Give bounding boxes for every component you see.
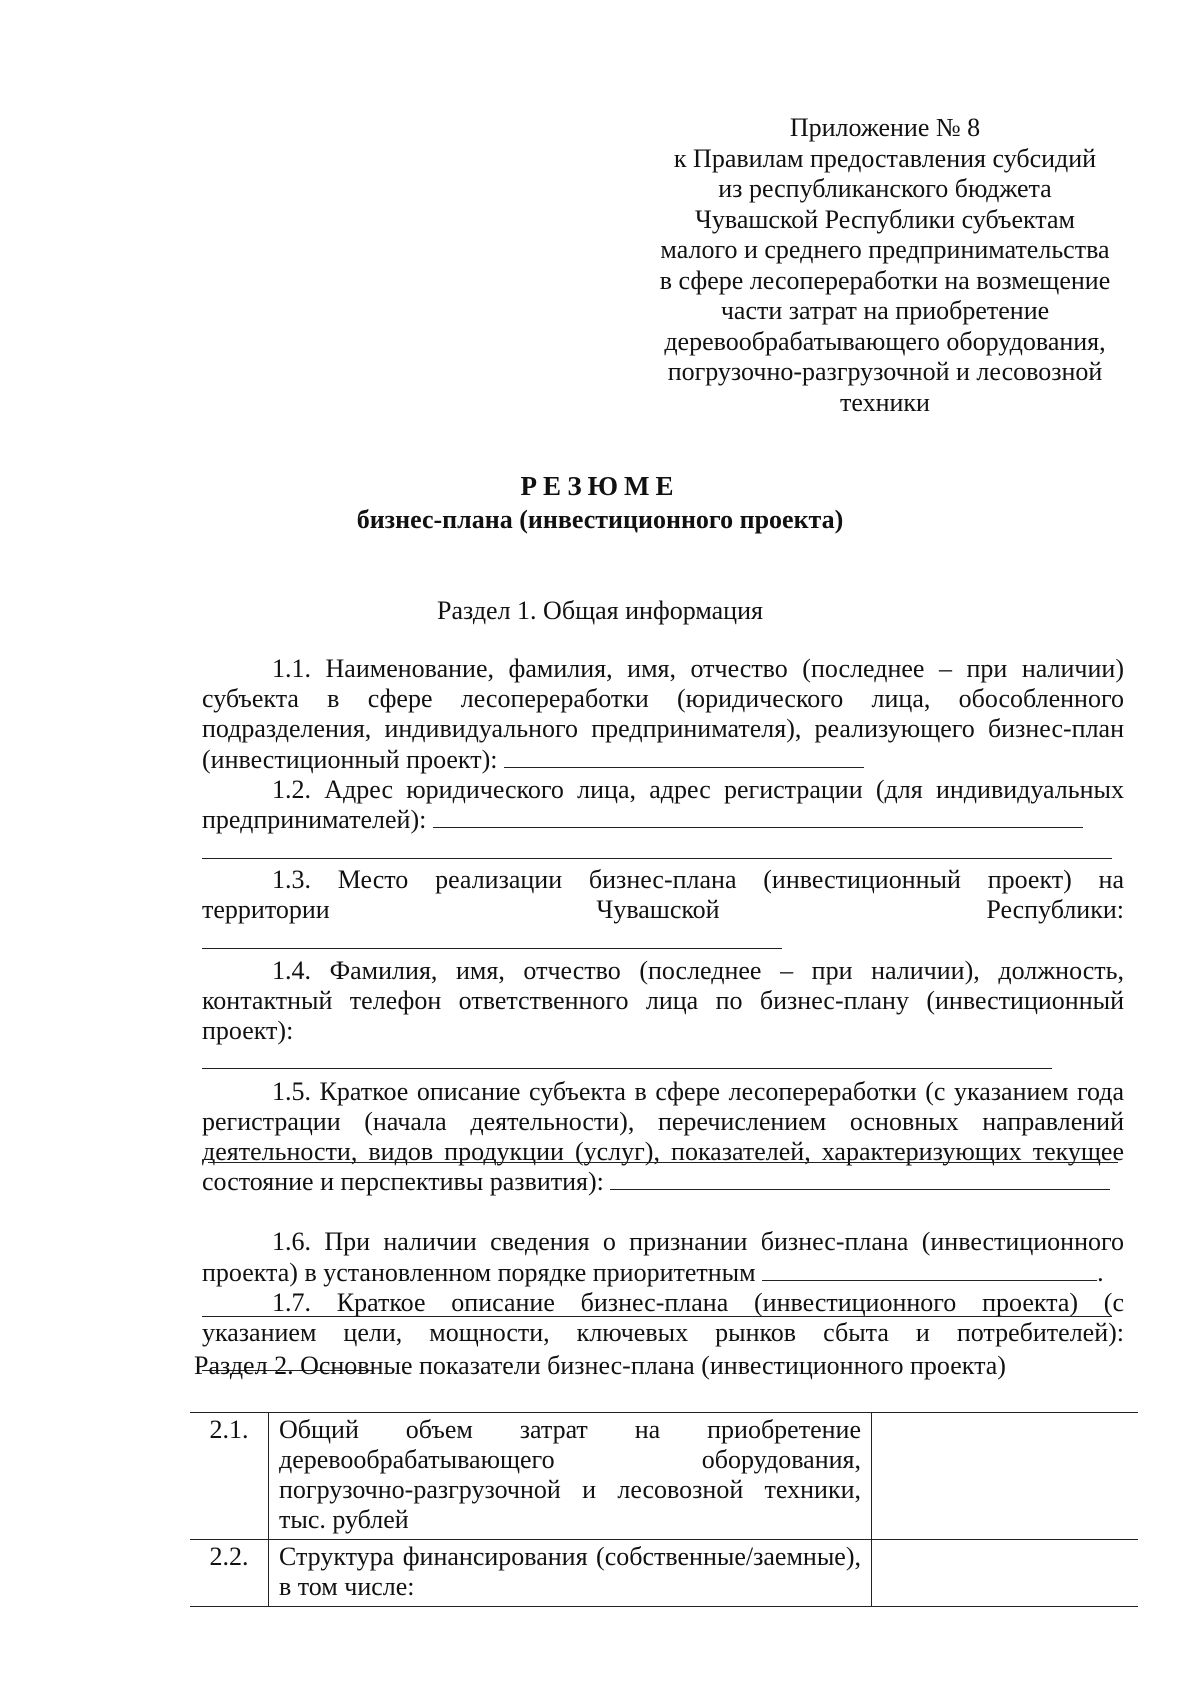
fill-line[interactable] [762, 1258, 1097, 1281]
row-description: Общий объем затрат на приобретение деревообрабатывающего оборудования, погрузочно-разгрузочной и лесовозной техники, тыс. рублей [269, 1413, 872, 1540]
item-1-1 [202, 654, 1124, 775]
appendix-line: деревообрабатывающего оборудования, [664, 326, 1106, 356]
item-1-3 [202, 865, 1124, 956]
item-1-3-text: 1.3. Место реализации бизнес-плана (инвестиционный проект) на территории Чувашской Республики: [202, 865, 1124, 925]
fill-line[interactable] [202, 1046, 1052, 1069]
section-2-heading: Раздел 2. Основные показатели бизнес-плана (инвестиционного проекта) [194, 1351, 1006, 1380]
item-1-5-text: 1.5. Краткое описание субъекта в сфере лесопереработки (с указанием года регистрации (начала деятельности), перечислением основных направлений деятельности, видов продукции (услуг), показателей, характеризующих текущее состояние и перспективы развития): [202, 1076, 1124, 1197]
item-1-6-text: 1.6. При наличии сведения о признании бизнес-плана (инвестиционного проекта) в установленном порядке приоритетным [202, 1227, 1124, 1287]
appendix-line: Чувашской Республики субъектам [695, 204, 1075, 234]
appendix-line: техники [840, 387, 930, 417]
appendix-header [640, 113, 1130, 418]
row-description: Структура финансирования (собственные/заемные), в том числе: [269, 1540, 872, 1607]
row-value-cell[interactable] [872, 1413, 1139, 1540]
document-title: РЕЗЮМЕ [520, 471, 680, 501]
row-value-cell[interactable] [872, 1540, 1139, 1607]
blank-rule[interactable] [202, 1316, 1112, 1317]
appendix-line: погрузочно-разгрузочной и лесовозной [667, 357, 1103, 386]
blank-rule[interactable] [202, 858, 1112, 859]
table-row [190, 1413, 1138, 1540]
appendix-line: части затрат на приобретение [720, 296, 1050, 325]
item-1-7-text: 1.7. Краткое описание бизнес-плана (инвестиционного проекта) (с указанием цели, мощности, ключевых рынков сбыта и потребителей): [202, 1287, 1124, 1348]
fill-line[interactable] [610, 1167, 1110, 1190]
row-number: 2.1. [190, 1413, 269, 1540]
row-number: 2.2. [190, 1540, 269, 1607]
metrics-table [190, 1412, 1138, 1607]
appendix-line: из республиканского бюджета [718, 174, 1052, 203]
table-row [190, 1540, 1138, 1607]
item-1-2 [202, 775, 1124, 835]
item-1-4 [202, 956, 1124, 1077]
appendix-line: малого и среднего предпринимательства [660, 235, 1110, 264]
appendix-line: в сфере лесопереработки на возмещение [659, 265, 1111, 295]
blank-rule[interactable] [208, 1162, 1118, 1163]
appendix-line: к Правилам предоставления субсидий [673, 143, 1097, 173]
fill-line[interactable] [202, 926, 782, 949]
blank-line [202, 1197, 1124, 1227]
document-subtitle: бизнес-плана (инвестиционного проекта) [356, 505, 844, 534]
fill-line[interactable] [433, 805, 1083, 828]
item-1-1-text: 1.1. Наименование, фамилия, имя, отчество (последнее – при наличии) субъекта в сфере лесопереработки (юридического лица, обособленного подразделения, индивидуального предпринимателя), реализующего бизнес-план (инвестиционный проект): [202, 654, 1124, 774]
item-1-6: 1.6. При наличии сведения о признании бизнес-плана (инвестиционного проекта) в установленном порядке приоритетным . [202, 1227, 1124, 1287]
blank-line [202, 835, 1124, 865]
section-1-body [202, 654, 1124, 1378]
item-1-5 [202, 1077, 1124, 1198]
appendix-line: Приложение № 8 [789, 113, 981, 142]
fill-line[interactable] [504, 745, 864, 768]
item-1-4-text: 1.4. Фамилия, имя, отчество (последнее – при наличии), должность, контактный телефон ответственного лица по бизнес-плану (инвестиционный проект): [202, 955, 1124, 1046]
item-1-2-text: 1.2. Адрес юридического лица, адрес регистрации (для индивидуальных предпринимателей): [202, 774, 1124, 835]
section-1-heading: Раздел 1. Общая информация [437, 596, 763, 625]
